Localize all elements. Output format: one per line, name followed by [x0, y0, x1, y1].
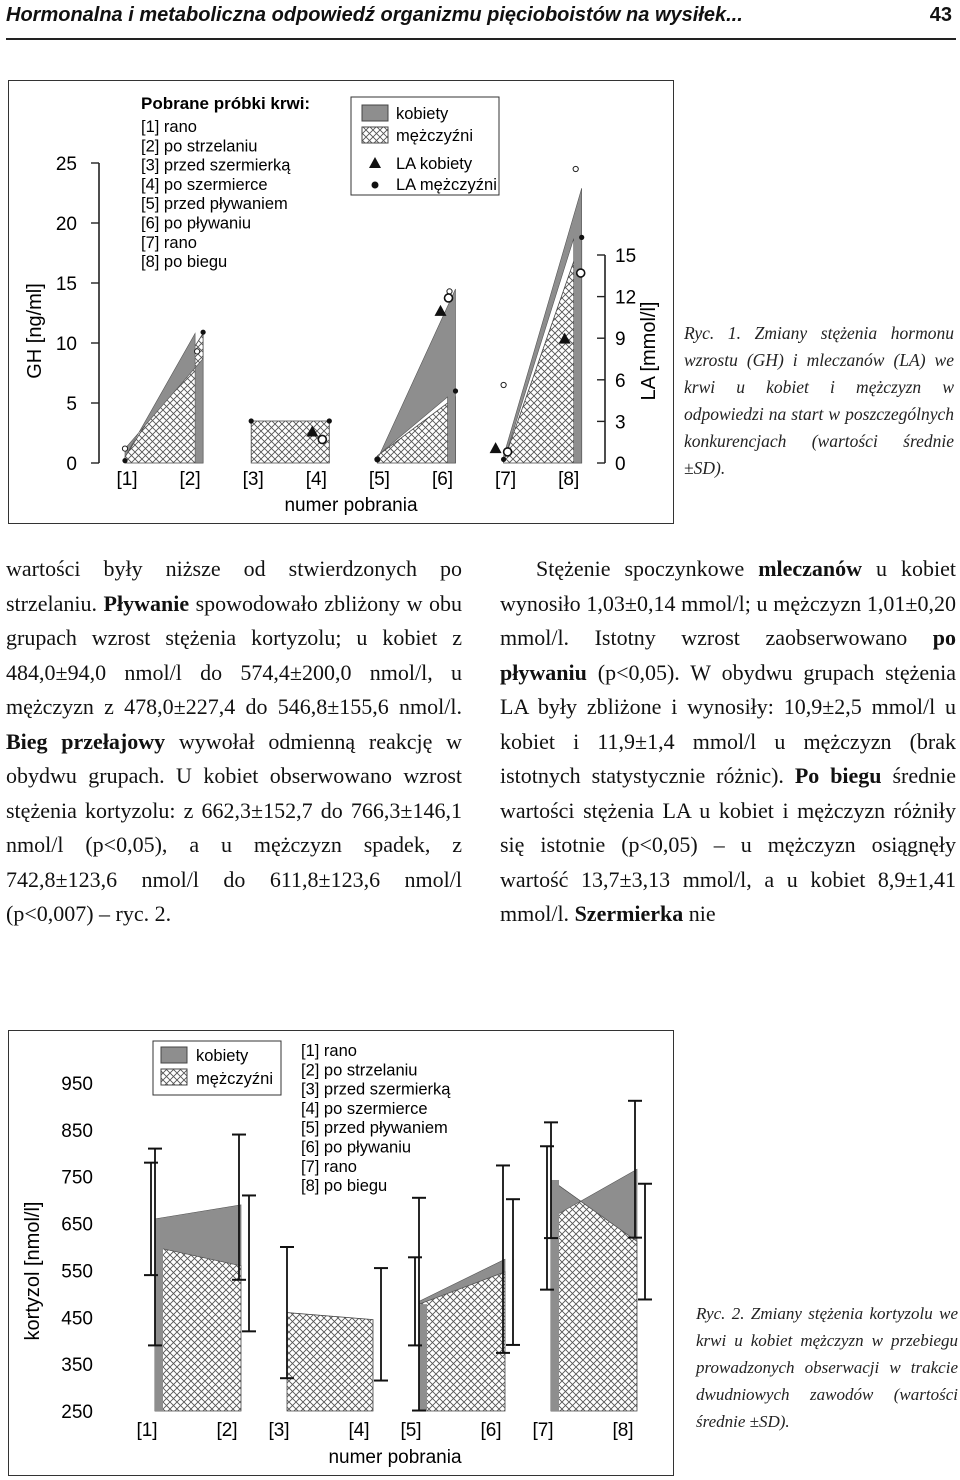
y-tick-label: 10 [55, 334, 77, 355]
legend-swatch-mezczyzni [362, 127, 388, 143]
y-right-tick-label: 12 [615, 287, 637, 309]
y-tick-label: 850 [61, 1120, 93, 1142]
y-tick-label: 550 [61, 1261, 93, 1283]
y-tick-label: 25 [55, 154, 77, 175]
la-kobiety-marker [435, 305, 447, 316]
x-tick-label: [2] [216, 1420, 238, 1441]
la-kobiety-marker [490, 442, 502, 453]
hatched-area-mezczyzni [251, 421, 329, 463]
sd-point-mezczyzni [501, 457, 506, 462]
sample-label: [6] po pływaniu [301, 1138, 412, 1157]
sd-point-mezczyzni [327, 418, 332, 423]
sample-label: [7] rano [141, 233, 197, 252]
y-right-tick-label: 15 [615, 246, 637, 267]
x-tick-label: [2] [179, 469, 201, 490]
figure-2-chart [9, 1031, 673, 1475]
x-tick-label: [8] [612, 1420, 634, 1441]
running-header [6, 4, 956, 27]
x-tick-label: [6] [480, 1420, 502, 1441]
sd-point-kobiety [573, 166, 578, 171]
sample-label: [4] po szermierce [141, 175, 268, 194]
legend-label: LA kobiety [396, 155, 473, 173]
bold-term: po pływaniu [500, 625, 956, 685]
figure-2-caption: Ryc. 2. Zmiany stężenia kortyzolu we krwi u kobiet mężczyzn w przebiegu prowadzonych obserwacji w trakcie dwudniowych zawodów (wartości średnie ±SD). [696, 1304, 958, 1431]
y-right-tick-label: 9 [615, 329, 626, 351]
sd-point-kobiety [195, 349, 200, 354]
la-mezczyzni-marker [318, 435, 326, 443]
solid-bar-kobiety [155, 1247, 163, 1411]
x-tick-label: [5] [400, 1420, 422, 1441]
sample-label: [3] przed szermierką [141, 156, 291, 175]
header-title: Hormonalna i metaboliczna odpowiedź organizmu pięcioboistów na wysiłek... [6, 4, 743, 26]
y-right-tick-label: 6 [615, 370, 626, 392]
legend-label: kobiety [196, 1047, 249, 1065]
sample-label: [3] przed szermierką [301, 1080, 451, 1099]
samples-title: Pobrane próbki krwi: [141, 94, 311, 113]
y-tick-label: 750 [61, 1167, 93, 1189]
paragraph-right [500, 552, 956, 932]
y-tick-label: 15 [55, 274, 77, 295]
text-run: Stężenie spoczynkowe [536, 556, 759, 581]
sample-label: [5] przed pływaniem [141, 195, 288, 214]
header-rule [6, 38, 956, 40]
sd-point-kobiety [447, 289, 452, 294]
bold-term: Po biegu [794, 763, 882, 788]
text-run: spowodowało zbliżony w obu grupach wzrost stężenia kortyzolu; u kobiet z 484,0±94,0 nmol/l do 574,4±200,0 nmol/l, u mężczyzn z 478,0±227,4 do 546,8±155,6 nmol/l. [6, 590, 462, 719]
la-mezczyzni-marker [577, 269, 585, 277]
bold-term: Pływanie [103, 590, 190, 616]
bold-term: Bieg przełajowy [6, 728, 166, 754]
sd-point-kobiety [122, 446, 127, 451]
sample-label: [1] rano [301, 1042, 357, 1060]
legend-label: mężczyźni [396, 127, 474, 145]
legend-swatch-kobiety [362, 105, 388, 121]
text-run: wywołał odmienną reakcję w obydwu grupach. U kobiet obserwowano wzrost stężenia kortyzolu: z 662,3±152,7 do 766,3±146,1 nmol/l (p<0,05), a u mężczyzn spadek, z 742,8±123,6 nmol/l do 611,8±123,6 nmol/l (p<0,007) – ryc. 2. [6, 728, 463, 926]
legend-label: LA mężczyźni [396, 176, 497, 194]
text-run: średnie wartości stężenia LA u kobiet i mężczyzn różniły się istotnie (p<0,05) – u mężczyzn osiągnęły wartość 13,7±3,13 mmol/l, a u kobiet 8,9±1,41 mmol/l. [500, 763, 956, 926]
y-axis-title: GH [ng/ml] [24, 283, 46, 379]
sample-label: [8] po biegu [301, 1177, 388, 1196]
x-tick-label: [7] [532, 1420, 554, 1441]
sd-point-mezczyzni [249, 418, 254, 423]
sample-label: [5] przed pływaniem [301, 1119, 448, 1138]
sd-point-kobiety [501, 382, 506, 387]
y-right-tick-label: 0 [615, 454, 626, 475]
la-mezczyzni-marker [445, 294, 453, 302]
bold-term: mleczanów [758, 556, 863, 581]
text-run: nie [683, 901, 716, 926]
sd-point-mezczyzni [122, 458, 127, 463]
y-tick-label: 0 [66, 454, 77, 475]
sample-label: [4] po szermierce [301, 1099, 428, 1118]
sample-label: [2] po strzelaniu [301, 1061, 418, 1080]
x-tick-label: [7] [495, 469, 517, 490]
figure-1-chart [9, 81, 673, 523]
sd-point-mezczyzni [453, 388, 458, 393]
x-tick-label: [5] [368, 469, 390, 490]
x-tick-label: [1] [136, 1420, 158, 1441]
figure-1-caption: Ryc. 1. Zmiany stężenia hormonu wzrostu (GH) i mleczanów (LA) we krwi u kobiet i mężczyzn w odpowiedzi na start w poszczególnych konkurencjach (wartości średnie ±SD). [684, 323, 954, 478]
y-tick-label: 250 [61, 1402, 93, 1423]
y-right-tick-label: 3 [615, 412, 626, 434]
legend-label: mężczyźni [196, 1070, 274, 1088]
x-tick-label: [4] [348, 1420, 370, 1441]
y-tick-label: 5 [66, 394, 77, 415]
solid-bar-kobiety [419, 1304, 427, 1411]
text-column-left [6, 552, 462, 932]
x-tick-label: [4] [305, 469, 327, 490]
y-tick-label: 450 [61, 1308, 93, 1330]
hatched-area-mezczyzni [287, 1313, 373, 1411]
la-mezczyzni-marker [504, 448, 512, 456]
x-tick-label: [3] [242, 469, 264, 490]
y-tick-label: 950 [61, 1074, 93, 1095]
bold-term: Szermierka [574, 901, 684, 926]
sample-label: [6] po pływaniu [141, 214, 252, 233]
sd-point-mezczyzni [579, 235, 584, 240]
figure-2-frame [8, 1030, 674, 1476]
sd-point-mezczyzni [375, 457, 380, 462]
x-tick-label: [6] [431, 469, 454, 490]
hatched-area-mezczyzni [155, 1247, 241, 1411]
figure-1-frame [8, 80, 674, 524]
solid-bar-kobiety [551, 1180, 559, 1411]
text-run: (p<0,05). W obydwu grupach stężenia LA były zbliżone i wynosiły: 10,9±2,5 mmol/l u kobiet i 11,9±1,4 mmol/l u mężczyzn (brak istotnych statystycznie różnic). [500, 659, 956, 788]
legend-dot-icon [372, 182, 379, 189]
legend-label: kobiety [396, 105, 449, 123]
sample-label: [7] rano [301, 1157, 357, 1176]
x-axis-title: numer pobrania [328, 1447, 462, 1468]
sample-label: [2] po strzelaniu [141, 137, 258, 156]
x-tick-label: [3] [268, 1420, 290, 1441]
text-run: wartości były niższe od stwierdzonych po strzelaniu. [6, 556, 462, 616]
hatched-area-mezczyzni [419, 1272, 505, 1411]
legend-swatch-kobiety [161, 1047, 187, 1063]
y-axis-title: kortyzol [nmol/l] [22, 1201, 44, 1341]
hatched-area-mezczyzni [504, 239, 582, 463]
x-tick-label: [8] [558, 469, 580, 490]
text-column-right [500, 552, 956, 932]
y-axis-right-title: LA [mmol/l] [638, 301, 660, 401]
y-tick-label: 20 [55, 214, 77, 235]
paragraph-left [6, 552, 462, 932]
x-tick-label: [1] [116, 469, 138, 490]
y-tick-label: 350 [61, 1355, 93, 1377]
legend-swatch-mezczyzni [161, 1069, 187, 1085]
sample-label: [1] rano [141, 118, 197, 136]
sd-point-mezczyzni [201, 330, 206, 335]
page-number: 43 [929, 4, 952, 26]
x-axis-title: numer pobrania [284, 495, 418, 516]
sample-label: [8] po biegu [141, 253, 228, 272]
y-tick-label: 650 [61, 1214, 93, 1236]
text-run: u kobiet wynosiło 1,03±0,14 mmol/l; u mężczyzn 1,01±0,20 mmol/l. Istotny wzrost zaobserwowano [500, 556, 956, 650]
